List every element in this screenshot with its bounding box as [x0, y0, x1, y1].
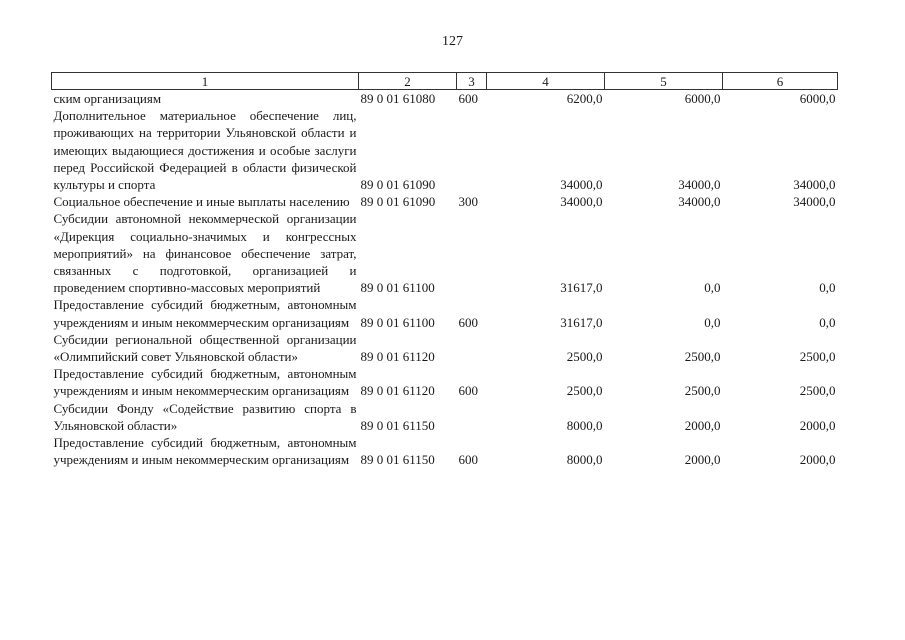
column-header: 1 [52, 73, 359, 90]
row-amount-1: 6200,0 [566, 91, 603, 106]
row-target-code: 89 0 01 61120 [360, 383, 435, 399]
row-amount-3: 0,0 [819, 280, 836, 296]
table-header-row [52, 73, 838, 90]
row-amount-2: 34000,0 [678, 177, 721, 193]
column-header: 5 [605, 73, 723, 90]
row-amount-2: 0,0 [704, 314, 721, 330]
row-description: Субсидии автономной некоммерческой организации «Дирекция социально-значимых и конгрессных мероприятий» на финансовое обеспечение затрат, связанных с подготовкой, организацией и проведением спортивно-массовых мероприятий [53, 211, 357, 296]
table-row [52, 296, 838, 330]
row-target-code: 89 0 01 61150 [360, 417, 435, 433]
row-amount-1: 31617,0 [560, 314, 603, 330]
row-target-code: 89 0 01 61150 [360, 452, 435, 468]
row-target-code: 89 0 01 61080 [360, 91, 436, 106]
table-row [52, 107, 838, 193]
row-description: Социальное обеспечение и иные выплаты населению [53, 194, 350, 210]
row-target-code: 89 0 01 61090 [360, 194, 436, 210]
row-amount-2: 2500,0 [684, 383, 721, 399]
table-row [52, 210, 838, 296]
row-amount-2: 0,0 [704, 280, 721, 296]
row-description: Дополнительное материальное обеспечение лиц, проживающих на территории Ульяновской области и имеющих выдающиеся достижения и особые заслуги перед Российской Федерацией в области физической культуры и спорта [53, 108, 357, 193]
row-amount-2: 6000,0 [684, 91, 721, 106]
row-description: ским организациям [53, 91, 162, 106]
row-amount-1: 2500,0 [566, 383, 603, 399]
row-description: Предоставление субсидий бюджетным, автономным учреждениям и иным некоммерческим организациям [53, 366, 357, 399]
table-row [52, 434, 838, 468]
row-amount-3: 2000,0 [799, 417, 836, 433]
row-target-code: 89 0 01 61120 [360, 349, 435, 365]
row-amount-1: 34000,0 [560, 177, 603, 193]
row-amount-1: 2500,0 [566, 349, 603, 365]
row-amount-1: 34000,0 [560, 194, 603, 210]
row-expense-type [457, 331, 487, 365]
column-header: 6 [723, 73, 838, 90]
table-row [52, 365, 838, 399]
row-description: Предоставление субсидий бюджетным, автономным учреждениям и иным некоммерческим организациям [53, 297, 357, 330]
row-expense-type [457, 107, 487, 193]
row-expense-type [457, 210, 487, 296]
row-amount-3: 2500,0 [799, 383, 836, 399]
row-amount-2: 34000,0 [678, 194, 721, 210]
row-description: Предоставление субсидий бюджетным, автономным учреждениям и иным некоммерческим организациям [53, 435, 357, 468]
row-amount-3: 6000,0 [799, 91, 836, 106]
row-target-code: 89 0 01 61090 [360, 177, 436, 193]
table-row [52, 400, 838, 434]
row-amount-3: 2000,0 [799, 452, 836, 468]
row-target-code: 89 0 01 61100 [360, 314, 435, 330]
table-row [52, 331, 838, 365]
row-description: Субсидии региональной общественной организации «Олимпийский совет Ульяновской области» [53, 331, 357, 365]
row-amount-3: 2500,0 [799, 349, 836, 365]
row-expense-type [457, 400, 487, 434]
row-expense-type: 300 [458, 194, 478, 210]
page-number: 127 [442, 34, 463, 49]
row-expense-type: 600 [458, 91, 478, 106]
column-header: 4 [487, 73, 605, 90]
table-row [52, 193, 838, 210]
row-amount-2: 2000,0 [684, 452, 721, 468]
row-expense-type: 600 [458, 314, 478, 330]
row-description: Субсидии Фонду «Содействие развитию спорта в Ульяновской области» [53, 400, 357, 433]
column-header: 3 [457, 73, 487, 90]
row-amount-3: 0,0 [819, 314, 836, 330]
column-header: 2 [359, 73, 457, 90]
table-row [52, 90, 838, 108]
row-target-code: 89 0 01 61100 [360, 280, 435, 296]
row-amount-1: 8000,0 [566, 417, 603, 433]
row-amount-3: 34000,0 [793, 177, 836, 193]
row-amount-2: 2500,0 [684, 349, 721, 365]
budget-table [51, 72, 838, 468]
row-expense-type: 600 [458, 383, 478, 399]
row-amount-1: 8000,0 [566, 452, 603, 468]
row-amount-1: 31617,0 [560, 280, 603, 296]
row-amount-3: 34000,0 [793, 194, 836, 210]
row-amount-2: 2000,0 [684, 417, 721, 433]
row-expense-type: 600 [458, 452, 478, 468]
